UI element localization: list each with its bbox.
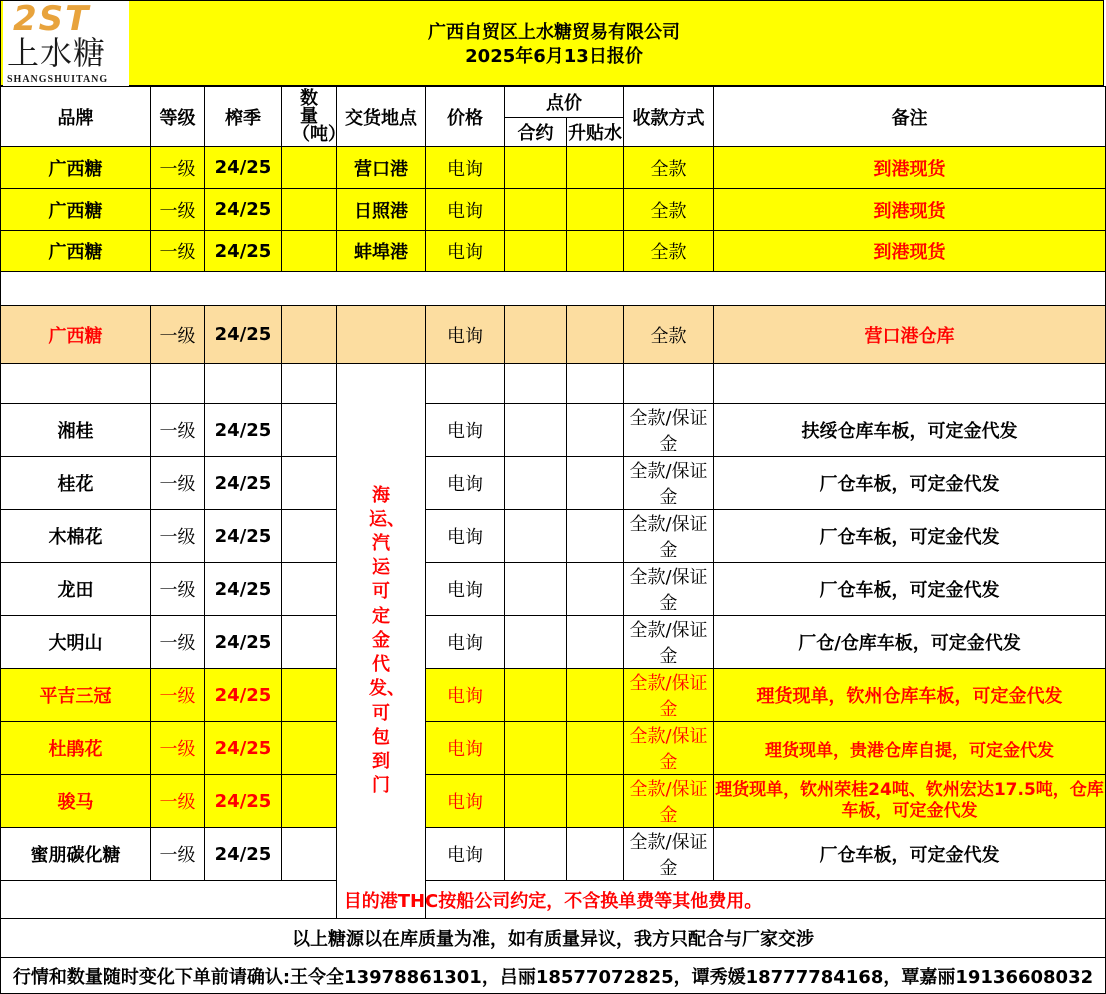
qty-cell (282, 669, 337, 722)
price-cell: 电询 (426, 616, 505, 669)
contract-cell (505, 147, 567, 189)
premium-cell (567, 147, 624, 189)
port-row (1, 147, 1106, 189)
premium-cell (567, 189, 624, 231)
contract-cell (505, 563, 567, 616)
contract-cell (505, 669, 567, 722)
price-cell: 电询 (426, 563, 505, 616)
season-cell: 24/25 (205, 231, 282, 272)
season-cell: 24/25 (205, 189, 282, 231)
location-cell: 营口港 (337, 147, 426, 189)
payment-cell: 全款/保证金 (624, 722, 714, 775)
contract-cell (505, 404, 567, 457)
brand-cell: 广西糖 (1, 147, 151, 189)
grade-cell: 一级 (151, 616, 205, 669)
price-cell: 电询 (426, 457, 505, 510)
remark-cell: 理货现单，贵港仓库自提，可定金代发 (714, 722, 1106, 775)
premium-cell (567, 306, 624, 364)
season-cell: 24/25 (205, 722, 282, 775)
mill-row (1, 775, 1106, 828)
contract-cell (505, 722, 567, 775)
premium-cell (567, 563, 624, 616)
header-banner (0, 0, 1104, 86)
grade-cell: 一级 (151, 828, 205, 881)
col-qty: 数量（吨） (282, 87, 337, 147)
payment-cell: 全款/保证金 (624, 669, 714, 722)
grade-cell: 一级 (151, 669, 205, 722)
remark-cell: 厂仓车板，可定金代发 (714, 457, 1106, 510)
season-cell: 24/25 (205, 616, 282, 669)
col-brand: 品牌 (1, 87, 151, 147)
grade-cell: 一级 (151, 510, 205, 563)
price-cell: 电询 (426, 189, 505, 231)
season-cell: 24/25 (205, 669, 282, 722)
remark-cell: 到港现货 (714, 189, 1106, 231)
brand-cell: 广西糖 (1, 231, 151, 272)
premium-cell (567, 510, 624, 563)
remark-cell: 理货现单，钦州荣桂24吨、钦州宏达17.5吨，仓库车板，可定金代发 (714, 775, 1106, 828)
location-cell: 日照港 (337, 189, 426, 231)
brand-cell: 平吉三冠 (1, 669, 151, 722)
grade-cell: 一级 (151, 404, 205, 457)
warehouse-row (1, 306, 1106, 364)
qty-cell (282, 563, 337, 616)
qty-cell (282, 510, 337, 563)
price-cell: 电询 (426, 231, 505, 272)
grade-cell: 一级 (151, 722, 205, 775)
brand-cell: 湘桂 (1, 404, 151, 457)
season-cell: 24/25 (205, 404, 282, 457)
grade-cell: 一级 (151, 457, 205, 510)
col-premium: 升贴水 (567, 118, 624, 147)
brand-cell: 骏马 (1, 775, 151, 828)
company-logo (3, 1, 129, 87)
col-spread: 点价 (505, 87, 624, 118)
premium-cell (567, 722, 624, 775)
season-cell: 24/25 (205, 828, 282, 881)
remark-cell: 厂仓车板，可定金代发 (714, 828, 1106, 881)
payment-cell: 全款/保证金 (624, 775, 714, 828)
brand-cell: 龙田 (1, 563, 151, 616)
payment-cell: 全款/保证金 (624, 616, 714, 669)
price-table (0, 86, 1106, 994)
qty-cell (282, 722, 337, 775)
season-cell: 24/25 (205, 457, 282, 510)
contract-cell (505, 775, 567, 828)
price-cell: 电询 (426, 147, 505, 189)
col-price: 价格 (426, 87, 505, 147)
price-cell: 电询 (426, 669, 505, 722)
price-cell: 电询 (426, 404, 505, 457)
mill-row (1, 616, 1106, 669)
premium-cell (567, 404, 624, 457)
remark-cell: 厂仓/仓库车板，可定金代发 (714, 616, 1106, 669)
col-payment: 收款方式 (624, 87, 714, 147)
remark-cell: 厂仓车板，可定金代发 (714, 510, 1106, 563)
contact-note: 行情和数量随时变化下单前请确认:王令全13978861301，吕丽18577072825，谭秀媛18777784168，覃嘉丽19136608032 (1, 958, 1106, 994)
mill-row (1, 510, 1106, 563)
mill-row (1, 722, 1106, 775)
brand-cell: 广西糖 (1, 189, 151, 231)
premium-cell (567, 616, 624, 669)
payment-cell: 全款 (624, 189, 714, 231)
qty-cell (282, 616, 337, 669)
spacer-row (1, 272, 1106, 306)
brand-cell: 大明山 (1, 616, 151, 669)
season-cell: 24/25 (205, 147, 282, 189)
price-cell: 电询 (426, 775, 505, 828)
footnote-row (1, 881, 1106, 919)
grade-cell: 一级 (151, 775, 205, 828)
price-cell: 电询 (426, 306, 505, 364)
remark-cell: 到港现货 (714, 147, 1106, 189)
location-cell: 蚌埠港 (337, 231, 426, 272)
premium-cell (567, 775, 624, 828)
qty-cell (282, 457, 337, 510)
port-row (1, 231, 1106, 272)
qty-cell (282, 231, 337, 272)
mill-row (1, 669, 1106, 722)
premium-cell (567, 669, 624, 722)
logo-name-cn: 上水糖 (7, 34, 107, 72)
payment-cell: 全款/保证金 (624, 404, 714, 457)
price-cell: 电询 (426, 722, 505, 775)
shipping-note-cell (337, 364, 426, 919)
quality-note: 以上糖源以在库质量为准，如有质量异议，我方只配合与厂家交涉 (1, 919, 1106, 958)
col-season: 榨季 (205, 87, 282, 147)
season-cell: 24/25 (205, 775, 282, 828)
premium-cell (567, 828, 624, 881)
grade-cell: 一级 (151, 563, 205, 616)
price-cell: 电询 (426, 510, 505, 563)
grade-cell: 一级 (151, 231, 205, 272)
remark-cell: 营口港仓库 (714, 306, 1106, 364)
brand-cell: 木棉花 (1, 510, 151, 563)
price-cell: 电询 (426, 828, 505, 881)
brand-cell: 广西糖 (1, 306, 151, 364)
season-cell: 24/25 (205, 306, 282, 364)
contract-cell (505, 828, 567, 881)
page-title (129, 21, 979, 69)
contract-cell (505, 457, 567, 510)
season-cell: 24/25 (205, 563, 282, 616)
mill-row (1, 828, 1106, 881)
mill-row (1, 404, 1106, 457)
col-grade: 等级 (151, 87, 205, 147)
payment-cell: 全款/保证金 (624, 457, 714, 510)
port-row (1, 189, 1106, 231)
mill-row (1, 563, 1106, 616)
qty-cell (282, 404, 337, 457)
contract-cell (505, 189, 567, 231)
contract-cell (505, 306, 567, 364)
col-contract: 合约 (505, 118, 567, 147)
payment-cell: 全款 (624, 231, 714, 272)
payment-cell: 全款 (624, 306, 714, 364)
remark-cell: 扶绥仓库车板，可定金代发 (714, 404, 1106, 457)
qty-cell (282, 189, 337, 231)
contract-cell (505, 510, 567, 563)
qty-cell (282, 828, 337, 881)
contract-cell (505, 616, 567, 669)
brand-cell: 杜鹃花 (1, 722, 151, 775)
qty-cell (282, 775, 337, 828)
logo-name-en: SHANGSHUITANG (7, 74, 109, 85)
qty-cell (282, 147, 337, 189)
premium-cell (567, 457, 624, 510)
payment-cell: 全款 (624, 147, 714, 189)
grade-cell: 一级 (151, 189, 205, 231)
remark-cell: 厂仓车板，可定金代发 (714, 563, 1106, 616)
remark-cell: 到港现货 (714, 231, 1106, 272)
contact-note-row (1, 958, 1106, 994)
season-cell: 24/25 (205, 510, 282, 563)
blank-row (1, 364, 1106, 404)
mill-row (1, 457, 1106, 510)
quality-note-row (1, 919, 1106, 958)
col-remarks: 备注 (714, 87, 1106, 147)
footnote: 目的港THC按船公司约定，不含换单费等其他费用。 (1, 881, 1106, 919)
brand-cell: 桂花 (1, 457, 151, 510)
grade-cell: 一级 (151, 147, 205, 189)
quote-date: 2025年6月13日报价 (465, 46, 643, 67)
company-name: 广西自贸区上水糖贸易有限公司 (428, 22, 680, 43)
shipping-note: 海运、汽运可定金代发、可包到门 (369, 484, 405, 797)
brand-cell: 蜜朋碳化糖 (1, 828, 151, 881)
payment-cell: 全款/保证金 (624, 563, 714, 616)
remark-cell: 理货现单，钦州仓库车板，可定金代发 (714, 669, 1106, 722)
payment-cell: 全款/保证金 (624, 828, 714, 881)
logo-mark: 2ST (13, 0, 91, 39)
contract-cell (505, 231, 567, 272)
grade-cell: 一级 (151, 306, 205, 364)
premium-cell (567, 231, 624, 272)
qty-cell (282, 306, 337, 364)
payment-cell: 全款/保证金 (624, 510, 714, 563)
location-cell (337, 306, 426, 364)
col-location: 交货地点 (337, 87, 426, 147)
